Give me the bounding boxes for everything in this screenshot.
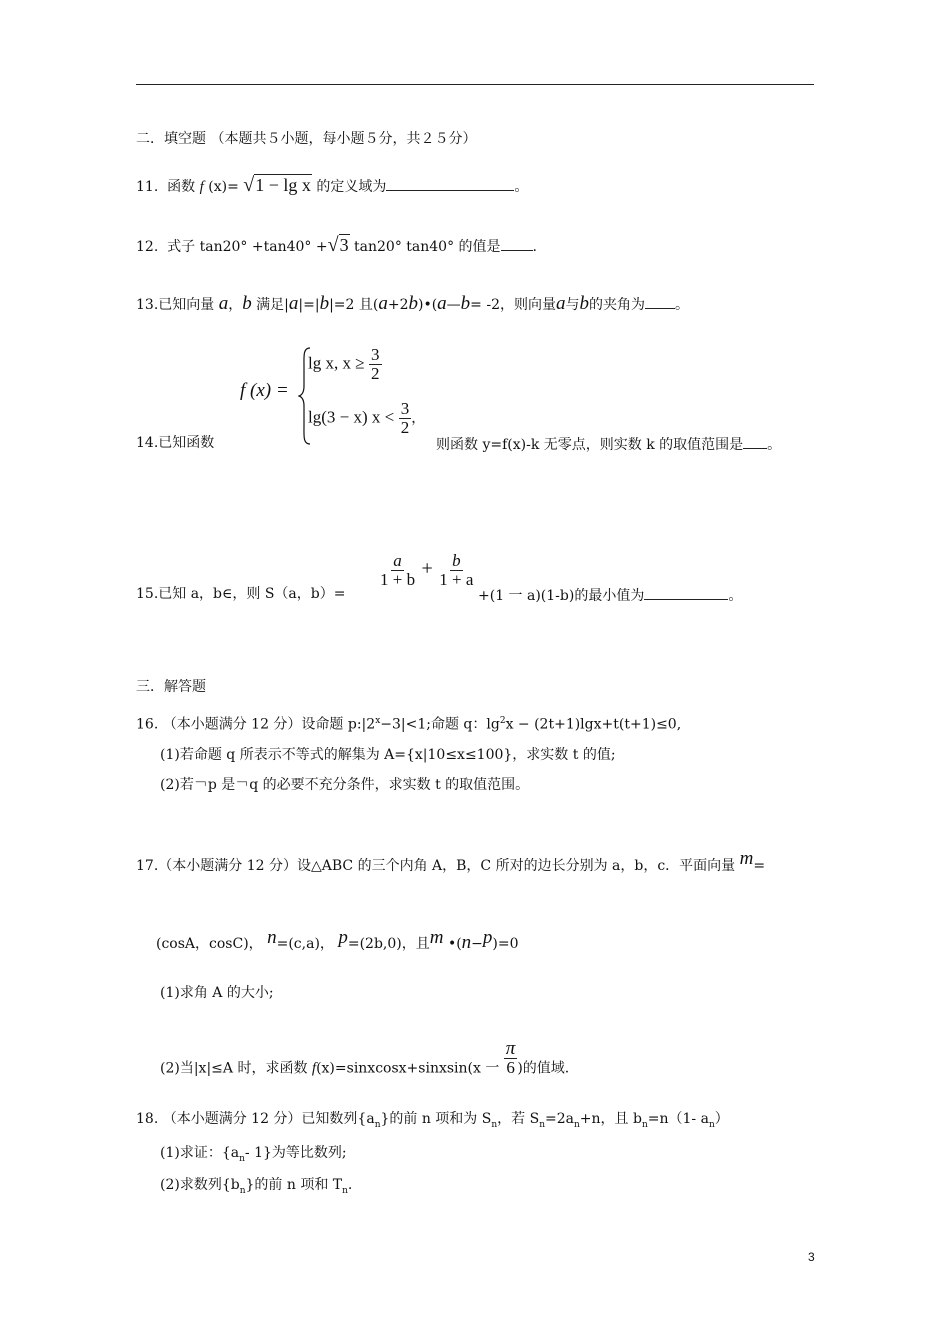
question-12: 12. 式子 tan20° +tan40° +√3 tan20° tan40° 的值是 . [136, 234, 537, 256]
answer-blank-13[interactable] [645, 294, 675, 309]
fraction-b-over-1-plus-a: $\frac{b}{1 + a}$ [439, 551, 474, 589]
question-16-line-1: 16. （本小题满分 12 分）设命题 $p:|2^x-3|<1$;命题 q：$\lg^2x - (2t+1)\lg x+t(t+1)\le 0$, [136, 716, 682, 733]
question-15-tail: +(1 一 a)(1-b)的最小值为 。 [478, 585, 742, 605]
question-17-part-1: (1)求角 A 的大小; [160, 985, 274, 1001]
question-16-part-2: (2)若￢p 是￢q 的必要不充分条件，求实数 t 的取值范围。 [160, 777, 530, 793]
question-11: 11. 函数 f (x)= √1 − lg x 的定义域为 。 [136, 174, 529, 196]
fraction-pi-over-6: $\frac{\pi}{6}$ [505, 1038, 516, 1077]
sqrt-symbol: √ [327, 234, 339, 256]
header-rule [136, 84, 814, 85]
question-17-line-1: 17.（本小题满分 12 分）设△ABC 的三个内角 A，B，C 所对的边长分别为 a，b，c．平面向量 m= [136, 848, 766, 874]
question-14-lead: 14.已知函数 [136, 435, 215, 451]
answer-blank-12[interactable] [501, 236, 533, 251]
page-number: 3 [808, 1250, 815, 1264]
fraction-a-over-1-plus-b: $\frac{a}{1 + b}$ [380, 551, 416, 589]
case-1: lg x, x ≥ $\frac{3}{2}$ [308, 345, 380, 383]
case-2: lg(3 − x) x < $\frac{3}{2}$ ， [308, 399, 426, 437]
fraction-three-halves: $\frac{3}{2}$ [371, 345, 380, 383]
answer-blank-11[interactable] [386, 176, 514, 191]
question-14-tail: 则函数 y=f(x)-k 无零点，则实数 k 的取值范围是 。 [436, 434, 781, 454]
question-17-part-2: (2)当|x|≤A 时，求函数 f(x)=sinxcosx+sinxsin(x 一 $\frac{\pi}{6}$ )的值域. [160, 1038, 570, 1077]
radicand-1-lgx: 1 − lg x [255, 175, 311, 195]
question-18-line-1: 18. （本小题满分 12 分）已知数列$\{a_n\}$的前 n 项和为 $S_n$，若 $S_n=2a_n+n$，且 $b_n=n(1-$ $a_n$） [136, 1111, 729, 1130]
question-16-part-1: (1)若命题 q 所表示不等式的解集为 A={x|10≤x≤100}，求实数 t 的值; [160, 747, 616, 763]
section-heading-fill-blank: 二．填空题 （本题共５小题，每小题５分，共２５分） [136, 131, 477, 147]
question-18-part-1: (1)求证：{$a_n-$ 1}为等比数列; [160, 1145, 347, 1164]
sqrt-symbol: √ [243, 174, 255, 196]
question-15: 15.已知 a，b∈，则 S（a，b）= [136, 586, 346, 602]
answer-blank-15[interactable] [644, 585, 728, 600]
question-14-piecewise: f (x) = lg x, x ≥ $\frac{3}{2}$ lg(3 − x) x < $\frac{3}{2}$ ， [240, 346, 480, 446]
question-13: 13.已知向量 a，b 满足|a|=|b|=2 且(a+2b)•(a—b= -2，则向量a与b的夹角为 。 [136, 293, 689, 314]
section-heading-solutions: 三．解答题 [136, 679, 206, 695]
question-15-fractions: $\frac{a}{1 + b}$ + $\frac{b}{1 + a}$ [380, 551, 474, 589]
answer-blank-14[interactable] [743, 434, 767, 449]
question-17-line-2: (cosA，cosC)， n=(c,a)， p=(2b,0)，且m •(n−p)=0 [156, 927, 519, 953]
question-18-part-2: (2)求数列$\{b_n\}$的前 n 项和 $T_n$. [160, 1177, 353, 1196]
fraction-three-halves: $\frac{3}{2}$ [400, 399, 410, 437]
